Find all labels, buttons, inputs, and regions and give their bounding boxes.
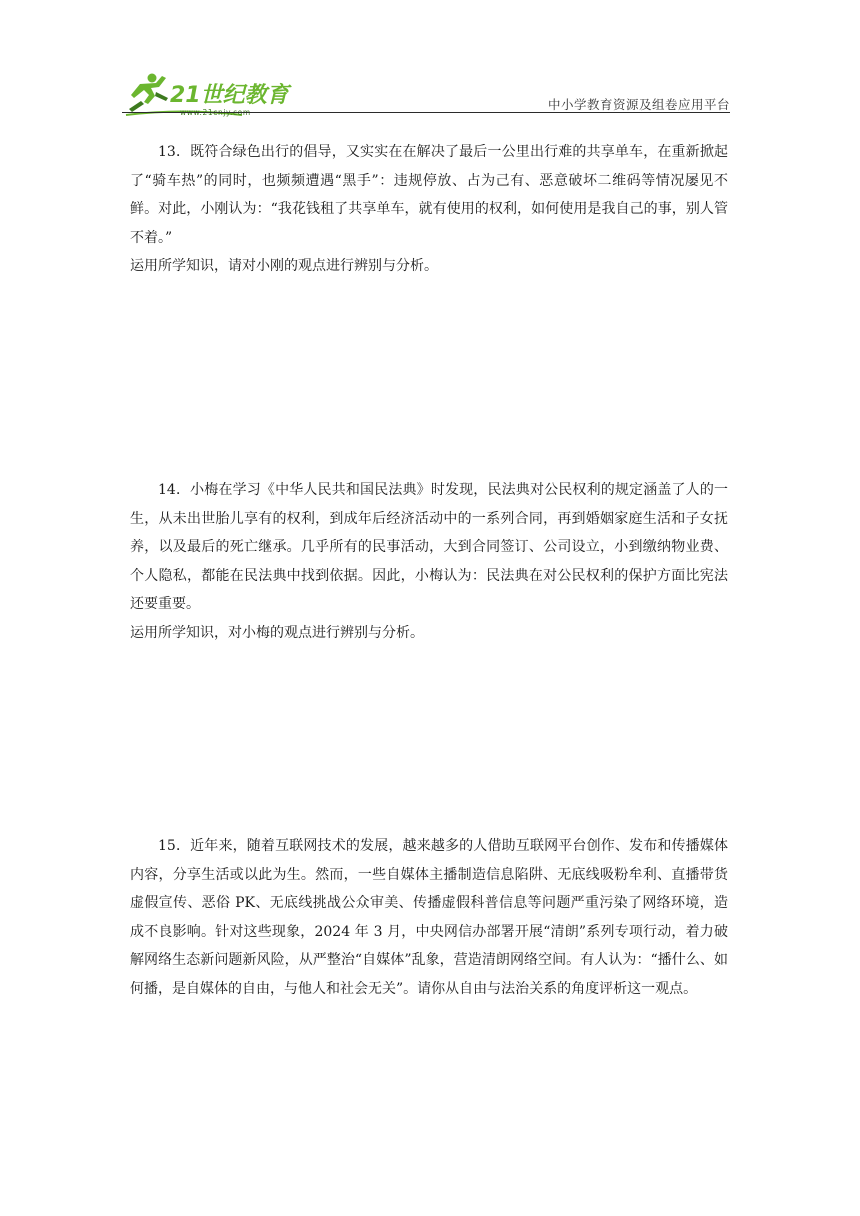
question-15	[130, 832, 728, 1003]
question-stem: 13．既符合绿色出行的倡导，又实实在在解决了最后一公里出行难的共享单车，在重新掀起了“骑车热”的同时，也频频遭遇“黑手”：违规停放、占为己有、恶意破坏二维码等情况屡见不鲜。对此，小刚认为：“我花钱租了共享单车，就有使用的权利，如何使用是我自己的事，别人管不着。”	[130, 144, 728, 246]
logo-text: 21世纪教育	[170, 83, 289, 108]
logo-url-text: www.21cnjy.com	[180, 108, 251, 117]
question-stem: 14．小梅在学习《中华人民共和国民法典》时发现，民法典对公民权利的规定涵盖了人的一生，从未出世胎儿享有的权利，到成年后经济活动中的一系列合同，再到婚姻家庭生活和子女抚养，以及最后的死亡继承。几乎所有的民事活动，大到合同签订、公司设立，小到缴纳物业费、个人隐私，都能在民法典中找到依据。因此，小梅认为：民法典在对公民权利的保护方面比宪法还要重要。	[130, 482, 728, 612]
question-14	[130, 476, 728, 647]
question-prompt: 运用所学知识，请对小刚的观点进行辨别与分析。	[130, 258, 438, 274]
question-13	[130, 138, 728, 281]
header-divider	[122, 112, 730, 113]
question-stem: 15．近年来，随着互联网技术的发展，越来越多的人借助互联网平台创作、发布和传播媒体内容，分享生活或以此为生。然而，一些自媒体主播制造信息陷阱、无底线吸粉牟利、直播带货虚假宣传、恶俗 PK、无底线挑战公众审美、传播虚假科普信息等问题严重污染了网络环境，造成不良影响。针对这些现象，2024 年 3 月，中央网信办部署开展“清朗”系列专项行动，着力破解网络生态新问题新风险，从严整治“自媒体”乱象，营造清朗网络空间。有人认为：“播什么、如何播，是自媒体的自由，与他人和社会无关”。请你从自由与法治关系的角度评析这一观点。	[130, 838, 728, 997]
page-header	[122, 62, 730, 122]
question-prompt: 运用所学知识，对小梅的观点进行辨别与分析。	[130, 624, 424, 641]
platform-name: 中小学教育资源及组卷应用平台	[547, 97, 730, 112]
runner-icon	[129, 74, 168, 113]
